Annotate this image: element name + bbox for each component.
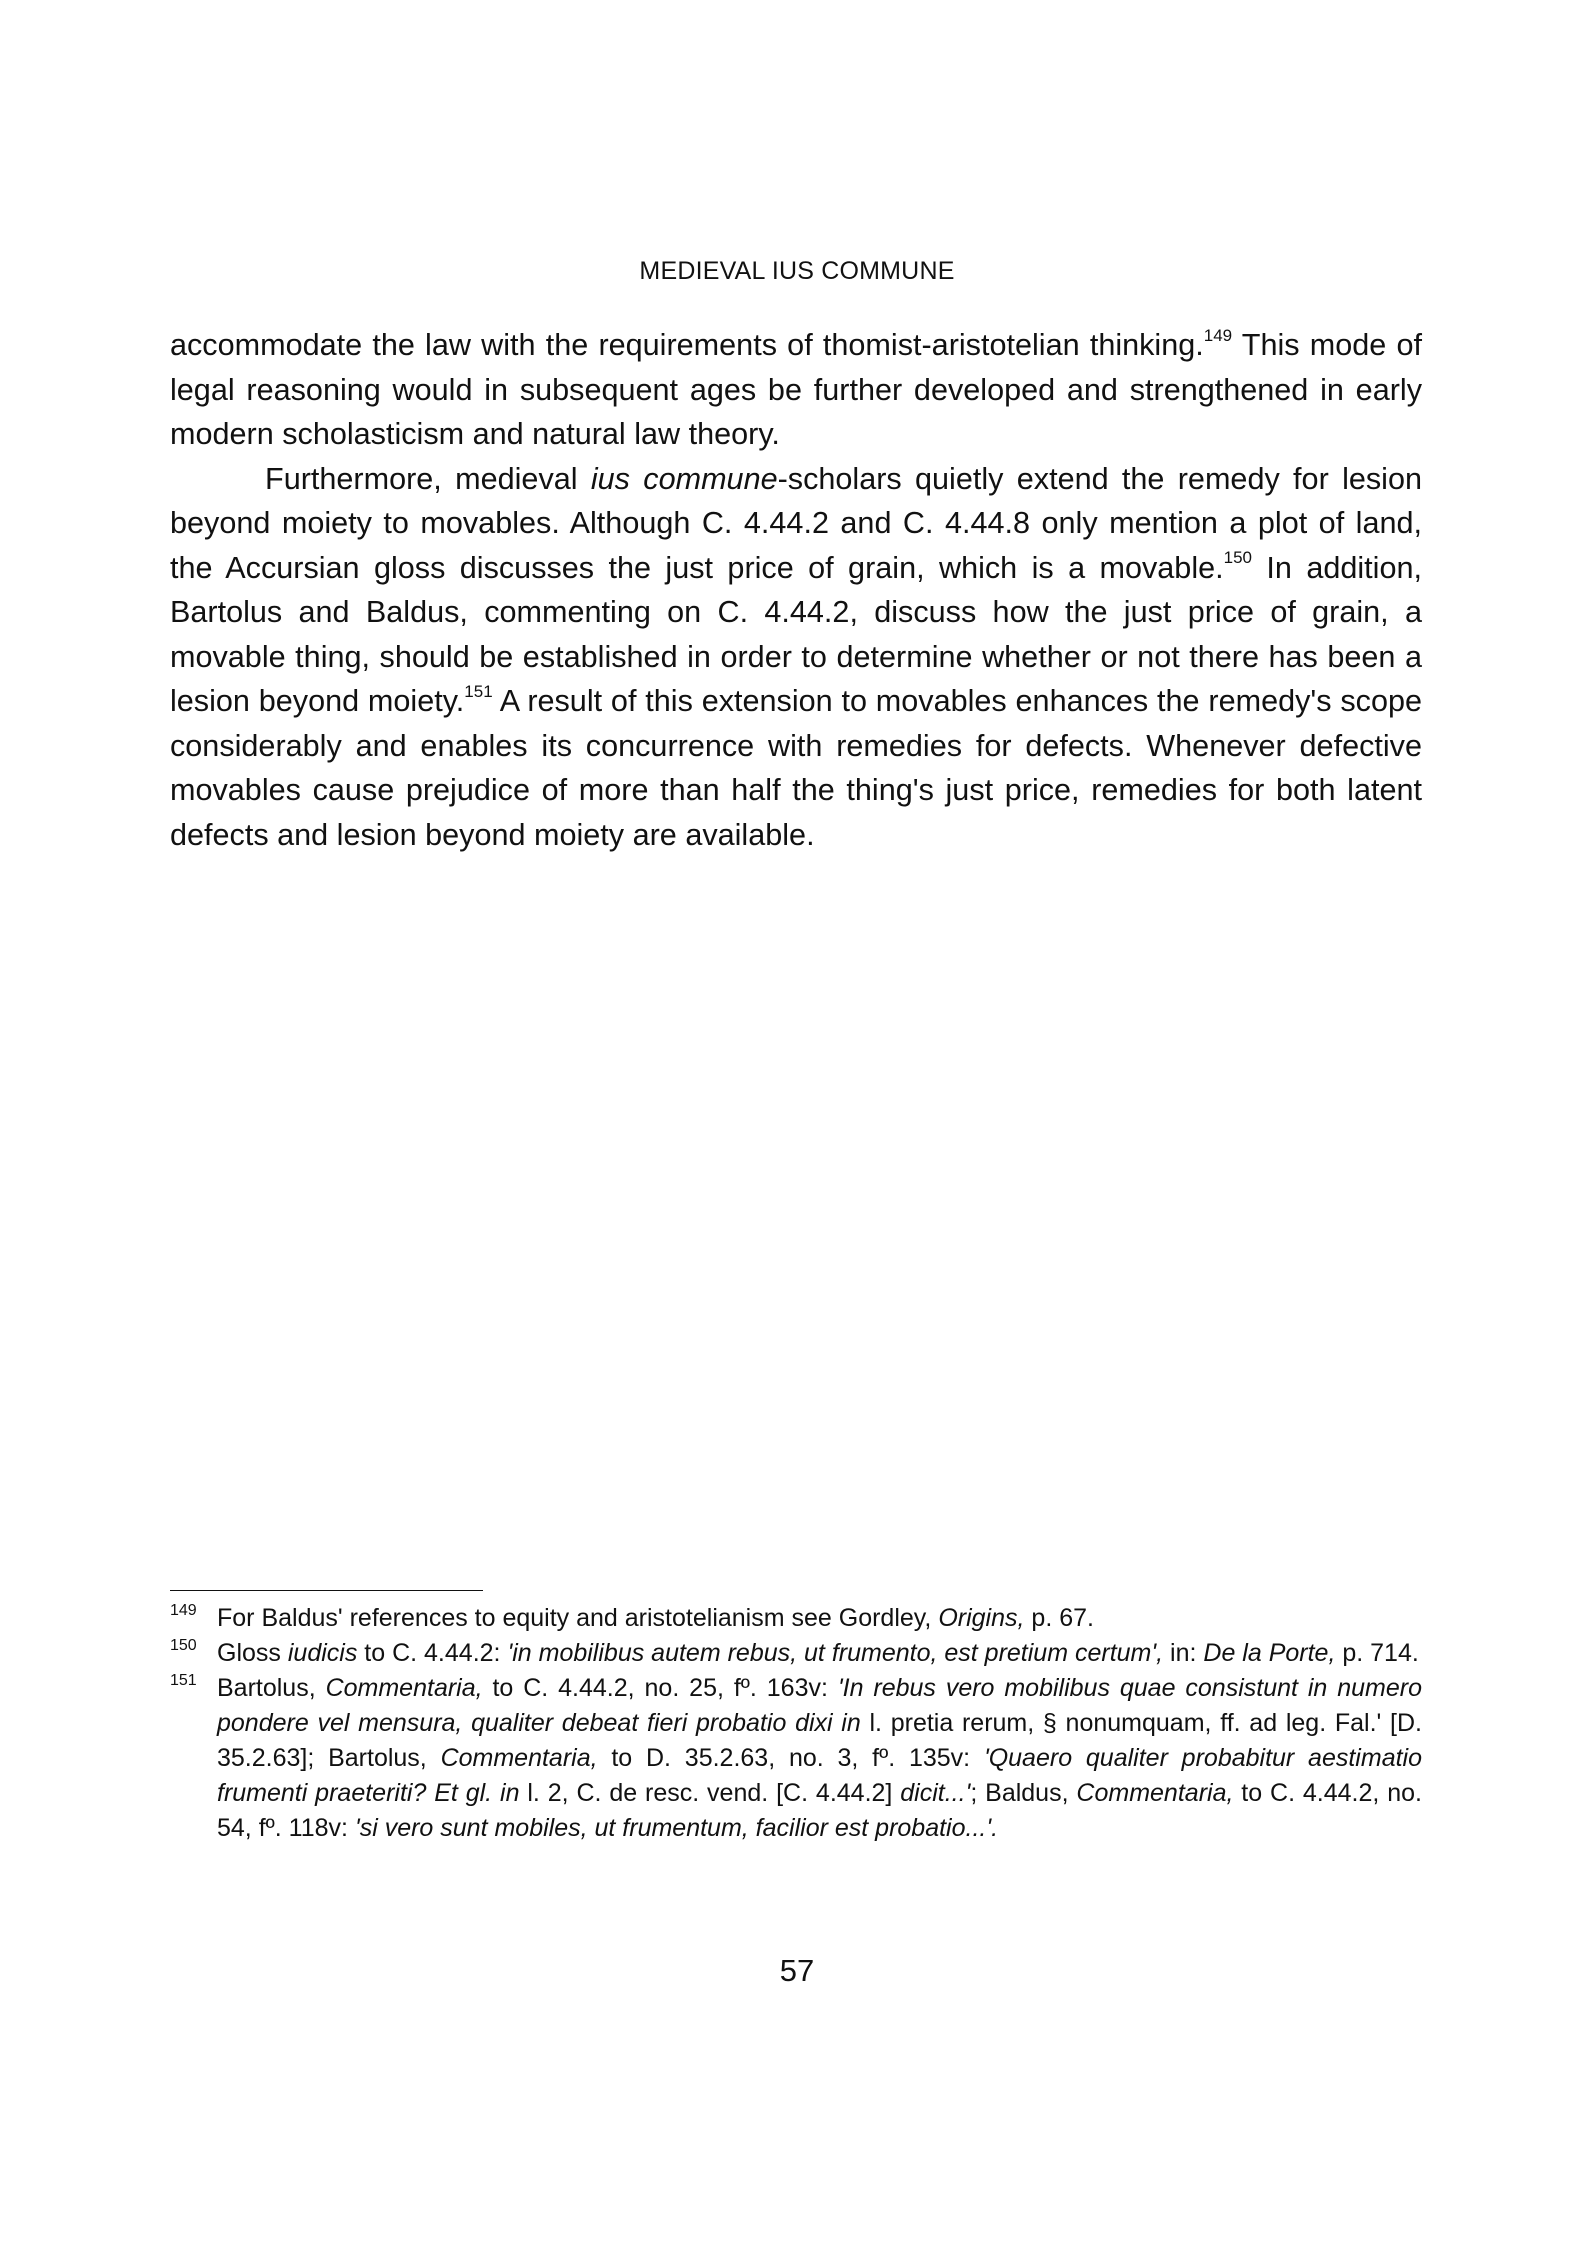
text-run: l. 2, C. de resc. vend. [C. 4.44.2] [519, 1779, 901, 1807]
text-run: This mode of legal reasoning would in subsequent ages be further developed and strengthened in early modern scholasticism and natural law theory. [170, 328, 1422, 451]
text-run: -scholars quietly extend the remedy for lesion beyond moiety to movables. Although C. 4.44.2 and C. 4.44.8 only mention a plot of land, the Accursian gloss discusses the just price of grain, which is a movable. [170, 461, 1423, 585]
text-run: to C. 4.44.2, no. 25, fº. 163v: [482, 1674, 838, 1702]
italic-run: 'Quaero qualiter probabitur aestimatio frumenti praeteriti? Et gl. in [217, 1744, 1422, 1807]
footnote-number: 151 [170, 1672, 197, 1689]
italic-run: 'si vero sunt mobiles, ut frumentum, facilior est probatio...'. [354, 1814, 999, 1842]
footnote-number: 149 [170, 1602, 197, 1619]
text-run: to C. 4.44.2: [357, 1639, 508, 1667]
text-run: Furthermore, medieval [265, 461, 591, 496]
text-run: A result of this extension to movables enhances the remedy's scope considerably and enables its concurrence with remedies for defects. Whenever defective movables cause prejudice of more than half the thing's just price, remedies for both latent defects and lesion beyond moiety are available. [170, 684, 1422, 852]
italic-run: 'in mobilibus autem rebus, ut frumento, est pretium certum', [507, 1639, 1164, 1667]
text-run: p. 714. [1335, 1639, 1419, 1667]
text-run: in: [1163, 1639, 1204, 1667]
text-run: to D. 35.2.63, no. 3, fº. 135v: [597, 1744, 984, 1772]
italic-run: 'In rebus vero mobilibus quae consistunt in numero pondere vel mensura, qualiter debeat fieri probatio dixi in [217, 1674, 1422, 1737]
text-run: Gloss [217, 1639, 288, 1667]
text-run: accommodate the law with the requirements of thomist-aristotelian thinking. [170, 328, 1204, 362]
italic-run: Commentaria, [1076, 1779, 1234, 1807]
paragraph-2 [170, 457, 1422, 858]
italic-run: Commentaria, [440, 1744, 598, 1772]
text-run: l. pretia rerum, § nonumquam, ff. ad leg. Fal.' [D. 35.2.63]; Bartolus, [217, 1709, 1422, 1772]
text-run: to C. 4.44.2, no. 54, fº. 118v: [217, 1779, 1422, 1842]
italic-run: Origins, [938, 1604, 1025, 1632]
italic-run: De la Porte, [1203, 1639, 1336, 1667]
footnote-number: 150 [170, 1637, 197, 1654]
italic-run: Commentaria, [325, 1674, 483, 1702]
text-run: In addition, Bartolus and Baldus, commenting on C. 4.44.2, discuss how the just price of grain, a movable thing, should be established in order to determine whether or not there has been a lesion beyond moiety. [170, 550, 1422, 718]
footnotes [170, 1601, 1422, 1846]
footnote-ref-151[interactable]: 151 [464, 681, 493, 701]
footnote-151 [170, 1671, 1422, 1846]
footnote-ref-149[interactable]: 149 [1203, 325, 1233, 345]
footnote-separator [170, 1590, 483, 1591]
main-text [170, 323, 1422, 857]
footnote-ref-150[interactable]: 150 [1223, 548, 1253, 568]
footnote-149 [170, 1601, 1422, 1636]
footnote-150 [170, 1636, 1422, 1671]
running-header: MEDIEVAL IUS COMMUNE [639, 257, 955, 285]
italic-run: iudicis [287, 1639, 358, 1667]
text-run: ; Baldus, [970, 1779, 1077, 1807]
italic-run: dicit...' [900, 1779, 971, 1807]
text-run: For Baldus' references to equity and aristotelianism see Gordley, [217, 1604, 939, 1632]
paragraph-1 [170, 323, 1422, 457]
text-run: p. 67. [1024, 1604, 1094, 1632]
text-run: Bartolus, [217, 1674, 326, 1702]
page-number: 57 [779, 1953, 815, 1988]
italic-term: ius commune [590, 461, 778, 496]
